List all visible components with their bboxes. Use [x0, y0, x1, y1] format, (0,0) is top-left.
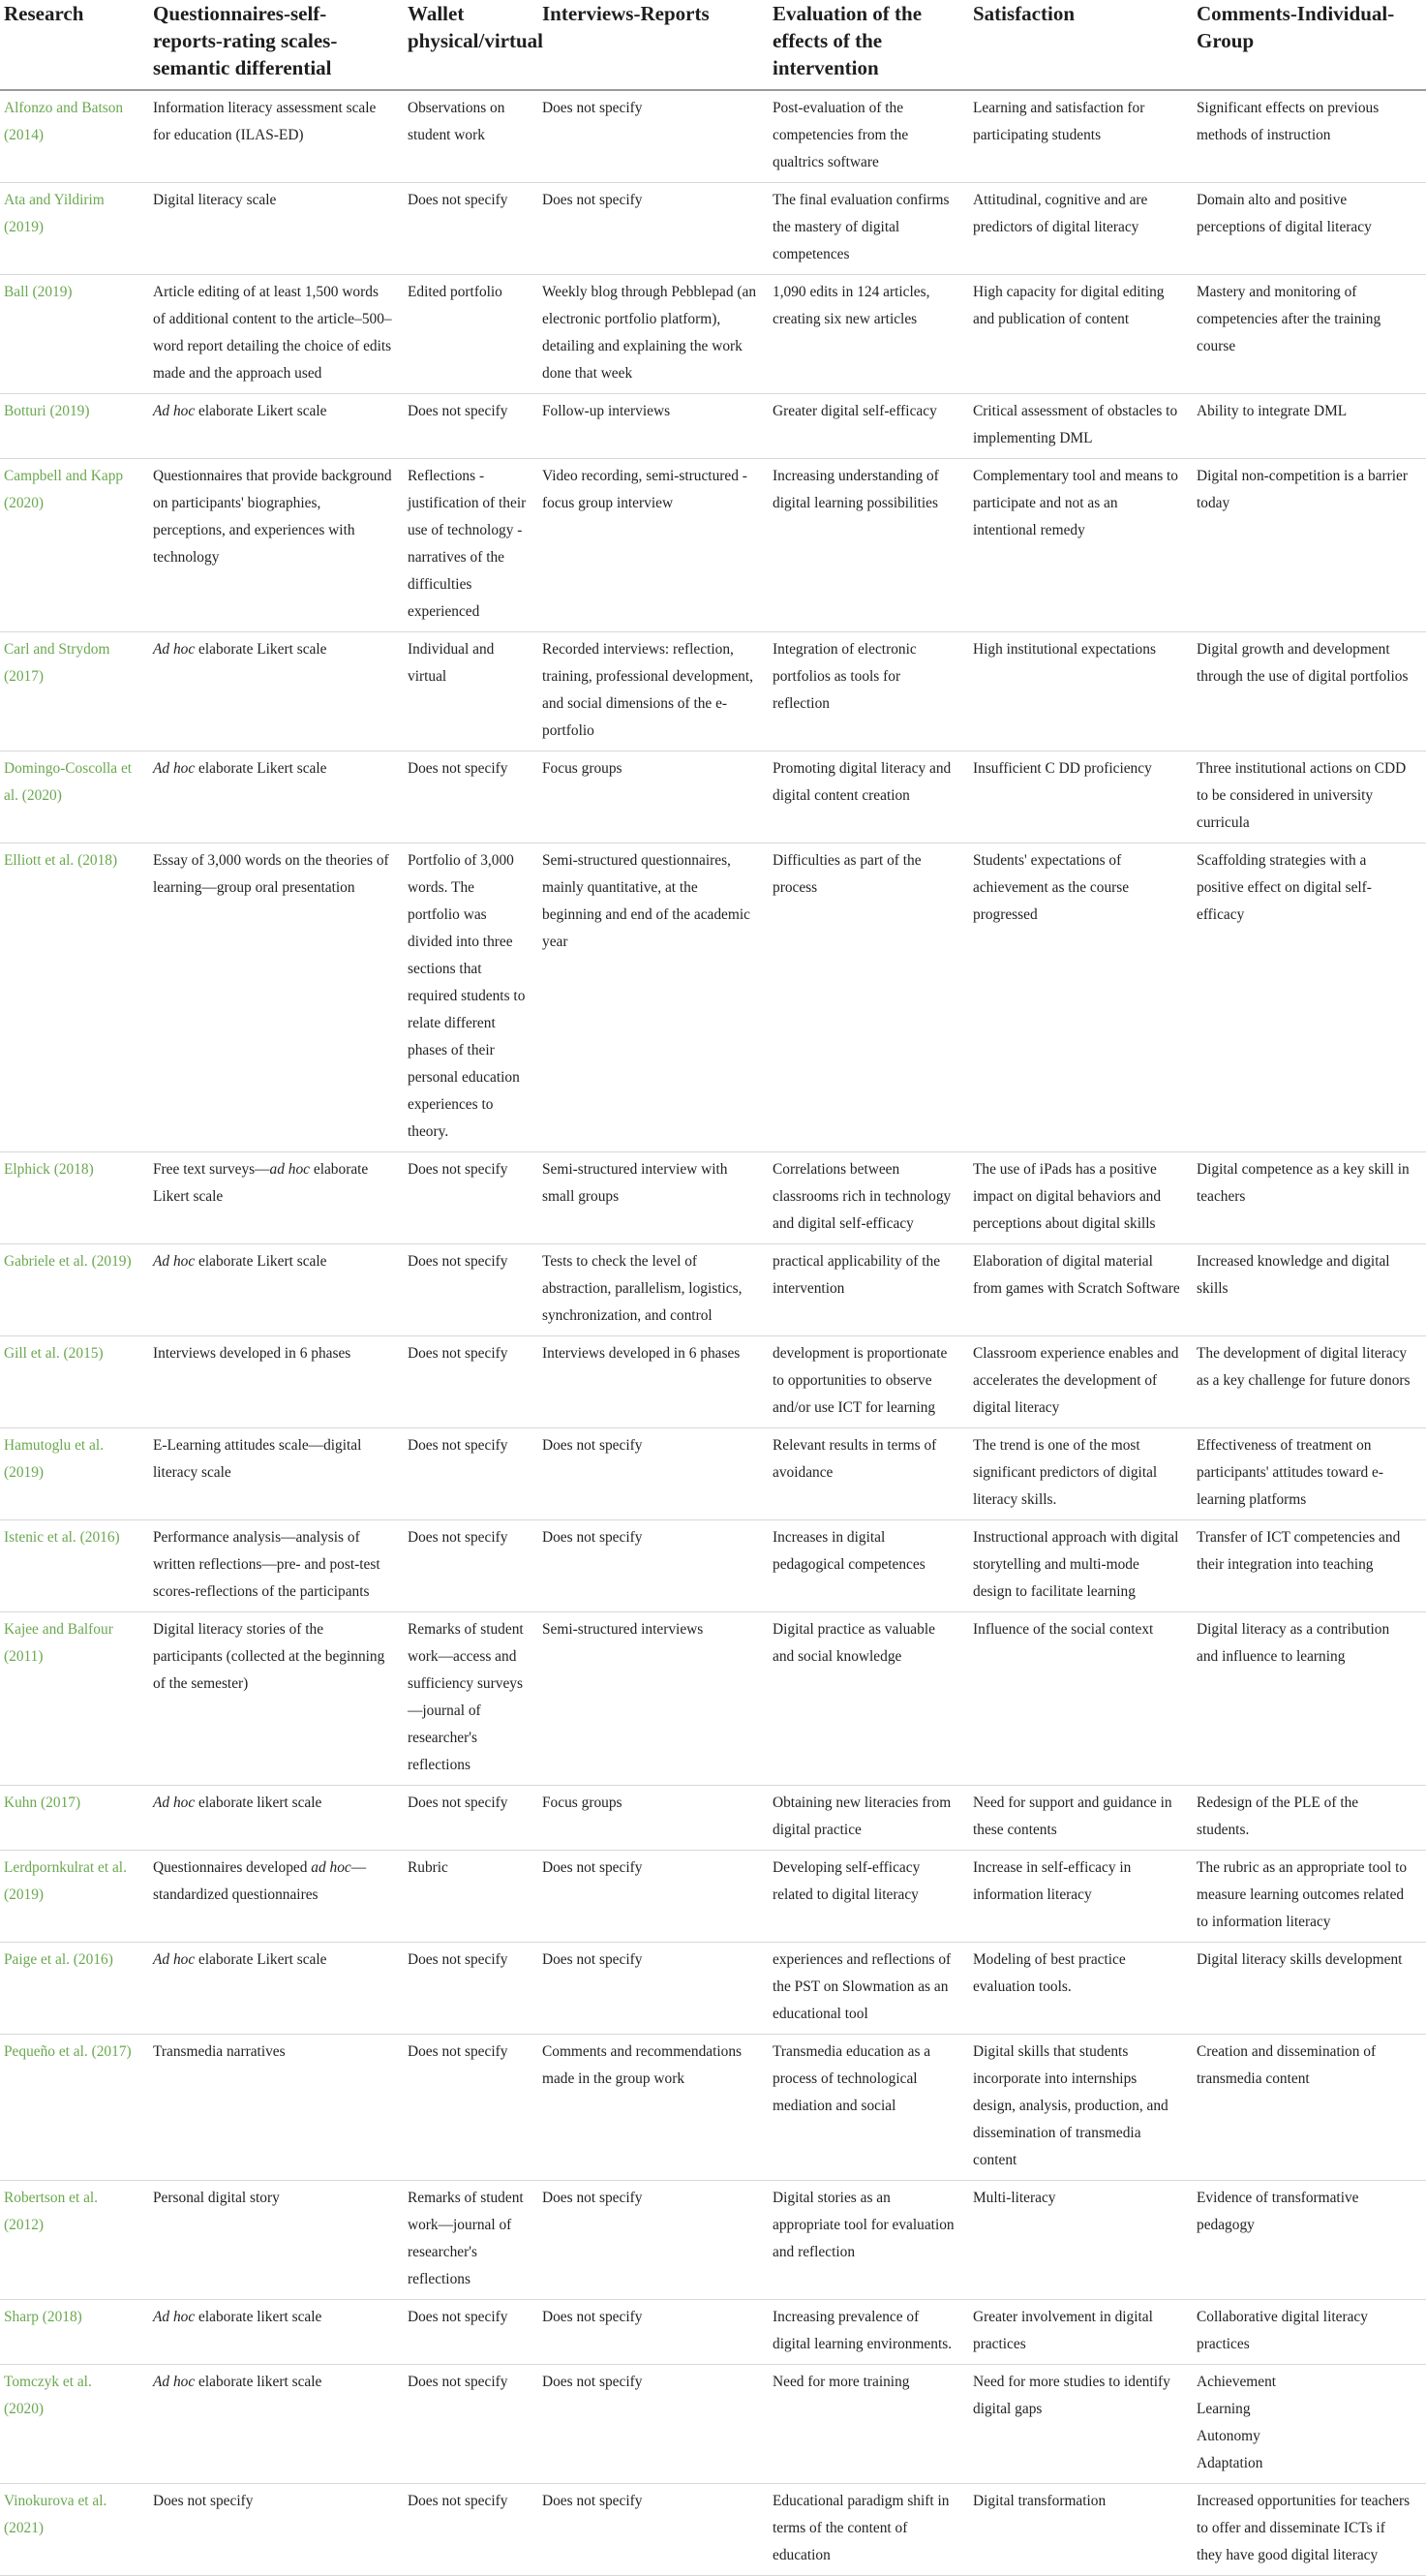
- table-row: [0, 1943, 1426, 2035]
- cell-comments: Scaffolding strategies with a positive effect on digital self-efficacy: [1193, 843, 1426, 1152]
- cell-comments: Increased knowledge and digital skills: [1193, 1244, 1426, 1336]
- questionnaire-text: elaborate Likert scale: [195, 1253, 327, 1270]
- cell-comments: Domain alto and positive perceptions of digital literacy: [1193, 183, 1426, 275]
- cell-comments: Transfer of ICT competencies and their integration into teaching: [1193, 1520, 1426, 1612]
- research-citation-link[interactable]: Robertson et al. (2012): [0, 2181, 149, 2300]
- cell-evaluation: Digital stories as an appropriate tool for evaluation and reflection: [769, 2181, 969, 2300]
- cell-satisfaction: Attitudinal, cognitive and are predictors of digital literacy: [969, 183, 1193, 275]
- cell-evaluation: Digital practice as valuable and social knowledge: [769, 1612, 969, 1786]
- cell-questionnaires: [149, 1943, 404, 2035]
- cell-evaluation: experiences and reflections of the PST on Slowmation as an educational tool: [769, 1943, 969, 2035]
- cell-interviews: Does not specify: [538, 2300, 769, 2365]
- questionnaire-text: Free text surveys—: [153, 1161, 270, 1178]
- cell-satisfaction: Multi-literacy: [969, 2181, 1193, 2300]
- cell-interviews: Focus groups: [538, 1786, 769, 1851]
- cell-wallet: Individual and virtual: [404, 632, 538, 751]
- cell-interviews: Does not specify: [538, 2181, 769, 2300]
- header-wallet: Wallet physical/virtual: [404, 0, 538, 90]
- cell-satisfaction: Learning and satisfaction for participating students: [969, 90, 1193, 183]
- table-row: [0, 459, 1426, 632]
- cell-satisfaction: Need for support and guidance in these contents: [969, 1786, 1193, 1851]
- cell-satisfaction: High capacity for digital editing and publication of content: [969, 275, 1193, 394]
- cell-wallet: Does not specify: [404, 2035, 538, 2181]
- table-row: [0, 1428, 1426, 1520]
- cell-comments: Evidence of transformative pedagogy: [1193, 2181, 1426, 2300]
- cell-evaluation: Increases in digital pedagogical competences: [769, 1520, 969, 1612]
- cell-questionnaires: [149, 2365, 404, 2484]
- cell-wallet: Does not specify: [404, 183, 538, 275]
- cell-questionnaires: Article editing of at least 1,500 words of additional content to the article–500–word report detailing the choice of edits made and the approach used: [149, 275, 404, 394]
- cell-comments: Digital growth and development through the use of digital portfolios: [1193, 632, 1426, 751]
- questionnaire-text: elaborate Likert scale: [195, 760, 327, 777]
- cell-evaluation: Difficulties as part of the process: [769, 843, 969, 1152]
- table-row: [0, 1336, 1426, 1428]
- cell-evaluation: Transmedia education as a process of technological mediation and social: [769, 2035, 969, 2181]
- cell-comments: Three institutional actions on CDD to be considered in university curricula: [1193, 751, 1426, 843]
- cell-interviews: Does not specify: [538, 90, 769, 183]
- table-row: [0, 394, 1426, 459]
- table-row: [0, 1244, 1426, 1336]
- cell-satisfaction: Modeling of best practice evaluation tools.: [969, 1943, 1193, 2035]
- cell-wallet: Does not specify: [404, 1336, 538, 1428]
- questionnaire-text: Questionnaires developed: [153, 1859, 312, 1876]
- cell-interviews: Does not specify: [538, 1428, 769, 1520]
- cell-interviews: Does not specify: [538, 1851, 769, 1943]
- research-citation-link[interactable]: Vinokurova et al. (2021): [0, 2484, 149, 2576]
- cell-interviews: Does not specify: [538, 1520, 769, 1612]
- table-row: [0, 1612, 1426, 1786]
- cell-wallet: Does not specify: [404, 394, 538, 459]
- questionnaire-italic-text: ad hoc: [269, 1161, 311, 1178]
- cell-evaluation: Promoting digital literacy and digital content creation: [769, 751, 969, 843]
- cell-evaluation: The final evaluation confirms the mastery of digital competences: [769, 183, 969, 275]
- cell-interviews: Recorded interviews: reflection, training, professional development, and social dimensions of the e-portfolio: [538, 632, 769, 751]
- research-citation-link[interactable]: Elliott et al. (2018): [0, 843, 149, 1152]
- research-citation-link[interactable]: Kajee and Balfour (2011): [0, 1612, 149, 1786]
- cell-satisfaction: Instructional approach with digital storytelling and multi-mode design to facilitate learning: [969, 1520, 1193, 1612]
- cell-satisfaction: High institutional expectations: [969, 632, 1193, 751]
- cell-interviews: Tests to check the level of abstraction, parallelism, logistics, synchronization, and control: [538, 1244, 769, 1336]
- cell-comments: Digital non-competition is a barrier today: [1193, 459, 1426, 632]
- header-interviews: Interviews-Reports: [538, 0, 769, 90]
- table-row: [0, 2484, 1426, 2576]
- cell-satisfaction: Insufficient C DD proficiency: [969, 751, 1193, 843]
- cell-questionnaires: Digital literacy stories of the participants (collected at the beginning of the semester): [149, 1612, 404, 1786]
- questionnaire-italic-text: ad hoc: [311, 1859, 351, 1876]
- research-citation-link[interactable]: Lerdpornkulrat et al. (2019): [0, 1851, 149, 1943]
- cell-satisfaction: Digital transformation: [969, 2484, 1193, 2576]
- cell-satisfaction: Increase in self-efficacy in information literacy: [969, 1851, 1193, 1943]
- cell-wallet: Portfolio of 3,000 words. The portfolio was divided into three sections that required students to relate different phases of their personal education experiences to theory.: [404, 843, 538, 1152]
- cell-satisfaction: The trend is one of the most significant predictors of digital literacy skills.: [969, 1428, 1193, 1520]
- cell-questionnaires: Digital literacy scale: [149, 183, 404, 275]
- cell-evaluation: Educational paradigm shift in terms of the content of education: [769, 2484, 969, 2576]
- cell-interviews: Semi-structured questionnaires, mainly quantitative, at the beginning and end of the academic year: [538, 843, 769, 1152]
- table-row: [0, 1520, 1426, 1612]
- research-citation-link[interactable]: Domingo-Coscolla et al. (2020): [0, 751, 149, 843]
- cell-wallet: Remarks of student work—access and sufficiency surveys—journal of researcher's reflections: [404, 1612, 538, 1786]
- cell-satisfaction: Critical assessment of obstacles to implementing DML: [969, 394, 1193, 459]
- questionnaire-text: elaborate likert scale: [195, 1794, 322, 1811]
- cell-wallet: Does not specify: [404, 1943, 538, 2035]
- cell-evaluation: Integration of electronic portfolios as tools for reflection: [769, 632, 969, 751]
- research-citation-link[interactable]: Istenic et al. (2016): [0, 1520, 149, 1612]
- questionnaire-italic-text: Ad hoc: [153, 760, 196, 777]
- cell-wallet: Does not specify: [404, 1244, 538, 1336]
- cell-satisfaction: Elaboration of digital material from games with Scratch Software: [969, 1244, 1193, 1336]
- cell-satisfaction: Complementary tool and means to participate and not as an intentional remedy: [969, 459, 1193, 632]
- cell-evaluation: Post-evaluation of the competencies from the qualtrics software: [769, 90, 969, 183]
- table-row: [0, 751, 1426, 843]
- cell-interviews: Semi-structured interviews: [538, 1612, 769, 1786]
- questionnaire-italic-text: Ad hoc: [153, 2309, 196, 2325]
- header-evaluation: Evaluation of the effects of the intervention: [769, 0, 969, 90]
- cell-interviews: Does not specify: [538, 183, 769, 275]
- research-citation-link[interactable]: Alfonzo and Batson (2014): [0, 90, 149, 183]
- cell-wallet: Does not specify: [404, 2365, 538, 2484]
- table-header: [0, 0, 1426, 90]
- questionnaire-italic-text: Ad hoc: [153, 1253, 196, 1270]
- cell-comments: Ability to integrate DML: [1193, 394, 1426, 459]
- questionnaire-italic-text: Ad hoc: [153, 403, 196, 419]
- cell-comments: The rubric as an appropriate tool to measure learning outcomes related to information literacy: [1193, 1851, 1426, 1943]
- table-row: [0, 183, 1426, 275]
- cell-wallet: Does not specify: [404, 2484, 538, 2576]
- cell-satisfaction: Digital skills that students incorporate into internships design, analysis, production, and dissemination of transmedia content: [969, 2035, 1193, 2181]
- questionnaire-text: elaborate Likert scale: [195, 1951, 327, 1968]
- table-row: [0, 1152, 1426, 1244]
- cell-wallet: Does not specify: [404, 1520, 538, 1612]
- cell-evaluation: practical applicability of the intervention: [769, 1244, 969, 1336]
- research-citation-link[interactable]: Hamutoglu et al. (2019): [0, 1428, 149, 1520]
- cell-wallet: Observations on student work: [404, 90, 538, 183]
- cell-wallet: Remarks of student work—journal of researcher's reflections: [404, 2181, 538, 2300]
- cell-comments: The development of digital literacy as a key challenge for future donors: [1193, 1336, 1426, 1428]
- cell-satisfaction: The use of iPads has a positive impact on digital behaviors and perceptions about digital skills: [969, 1152, 1193, 1244]
- cell-questionnaires: Does not specify: [149, 2484, 404, 2576]
- cell-satisfaction: Students' expectations of achievement as the course progressed: [969, 843, 1193, 1152]
- header-comments: Comments-Individual-Group: [1193, 0, 1426, 90]
- cell-comments: Creation and dissemination of transmedia content: [1193, 2035, 1426, 2181]
- cell-questionnaires: Interviews developed in 6 phases: [149, 1336, 404, 1428]
- questionnaire-italic-text: Ad hoc: [153, 1951, 196, 1968]
- cell-satisfaction: Greater involvement in digital practices: [969, 2300, 1193, 2365]
- cell-satisfaction: Influence of the social context: [969, 1612, 1193, 1786]
- header-research: Research: [0, 0, 149, 90]
- questionnaire-italic-text: Ad hoc: [153, 2374, 196, 2390]
- cell-evaluation: Correlations between classrooms rich in technology and digital self-efficacy: [769, 1152, 969, 1244]
- questionnaire-text: elaborate likert scale: [195, 2374, 322, 2390]
- cell-wallet: Does not specify: [404, 1152, 538, 1244]
- cell-wallet: Edited portfolio: [404, 275, 538, 394]
- research-citation-link[interactable]: Campbell and Kapp (2020): [0, 459, 149, 632]
- cell-questionnaires: [149, 2300, 404, 2365]
- cell-interviews: Weekly blog through Pebblepad (an electronic portfolio platform), detailing and explaining the work done that week: [538, 275, 769, 394]
- table-body: [0, 90, 1426, 2576]
- table-row: [0, 1786, 1426, 1851]
- cell-questionnaires: Essay of 3,000 words on the theories of learning—group oral presentation: [149, 843, 404, 1152]
- cell-questionnaires: [149, 1851, 404, 1943]
- cell-satisfaction: Need for more studies to identify digital gaps: [969, 2365, 1193, 2484]
- cell-wallet: Does not specify: [404, 751, 538, 843]
- questionnaire-text: elaborate Likert scale: [153, 1161, 369, 1205]
- cell-questionnaires: Transmedia narratives: [149, 2035, 404, 2181]
- cell-evaluation: Increasing understanding of digital learning possibilities: [769, 459, 969, 632]
- cell-questionnaires: Information literacy assessment scale for education (ILAS-ED): [149, 90, 404, 183]
- cell-comments: Digital competence as a key skill in teachers: [1193, 1152, 1426, 1244]
- table-row: [0, 90, 1426, 183]
- cell-evaluation: development is proportionate to opportunities to observe and/or use ICT for learning: [769, 1336, 969, 1428]
- research-citation-link[interactable]: Botturi (2019): [0, 394, 149, 459]
- cell-evaluation: Obtaining new literacies from digital practice: [769, 1786, 969, 1851]
- table-row: [0, 2181, 1426, 2300]
- cell-questionnaires: [149, 1244, 404, 1336]
- cell-comments: Mastery and monitoring of competencies after the training course: [1193, 275, 1426, 394]
- table-row: [0, 632, 1426, 751]
- cell-questionnaires: [149, 1786, 404, 1851]
- cell-evaluation: 1,090 edits in 124 articles, creating six new articles: [769, 275, 969, 394]
- cell-questionnaires: [149, 632, 404, 751]
- research-citation-link[interactable]: Gill et al. (2015): [0, 1336, 149, 1428]
- cell-wallet: Does not specify: [404, 1786, 538, 1851]
- cell-interviews: Interviews developed in 6 phases: [538, 1336, 769, 1428]
- cell-evaluation: Need for more training: [769, 2365, 969, 2484]
- cell-interviews: Semi-structured interview with small groups: [538, 1152, 769, 1244]
- header-row: [0, 0, 1426, 90]
- cell-interviews: Video recording, semi-structured - focus group interview: [538, 459, 769, 632]
- questionnaire-italic-text: Ad hoc: [153, 641, 196, 658]
- questionnaire-text: elaborate likert scale: [195, 2309, 322, 2325]
- cell-comments: Digital literacy as a contribution and influence to learning: [1193, 1612, 1426, 1786]
- cell-interviews: Comments and recommendations made in the group work: [538, 2035, 769, 2181]
- cell-wallet: Rubric: [404, 1851, 538, 1943]
- research-citation-link[interactable]: Pequeño et al. (2017): [0, 2035, 149, 2181]
- research-citation-link[interactable]: Ata and Yildirim (2019): [0, 183, 149, 275]
- cell-comments: Increased opportunities for teachers to offer and disseminate ICTs if they have good digital literacy: [1193, 2484, 1426, 2576]
- cell-evaluation: Relevant results in terms of avoidance: [769, 1428, 969, 1520]
- cell-evaluation: Developing self-efficacy related to digital literacy: [769, 1851, 969, 1943]
- cell-questionnaires: [149, 1152, 404, 1244]
- cell-comments: Achievement Learning Autonomy Adaptation: [1193, 2365, 1426, 2484]
- research-citation-link[interactable]: Kuhn (2017): [0, 1786, 149, 1851]
- cell-questionnaires: Questionnaires that provide background on participants' biographies, perceptions, and experiences with technology: [149, 459, 404, 632]
- cell-interviews: Does not specify: [538, 2484, 769, 2576]
- research-citation-link[interactable]: Gabriele et al. (2019): [0, 1244, 149, 1336]
- cell-comments: Redesign of the PLE of the students.: [1193, 1786, 1426, 1851]
- research-citation-link[interactable]: Paige et al. (2016): [0, 1943, 149, 2035]
- research-citation-link[interactable]: Tomczyk et al. (2020): [0, 2365, 149, 2484]
- research-citation-link[interactable]: Elphick (2018): [0, 1152, 149, 1244]
- cell-comments: Effectiveness of treatment on participants' attitudes toward e-learning platforms: [1193, 1428, 1426, 1520]
- cell-interviews: Focus groups: [538, 751, 769, 843]
- cell-questionnaires: E-Learning attitudes scale—digital literacy scale: [149, 1428, 404, 1520]
- cell-questionnaires: [149, 751, 404, 843]
- cell-wallet: Reflections - justification of their use of technology - narratives of the difficulties experienced: [404, 459, 538, 632]
- cell-wallet: Does not specify: [404, 2300, 538, 2365]
- questionnaire-text: elaborate Likert scale: [195, 641, 327, 658]
- cell-evaluation: Increasing prevalence of digital learning environments.: [769, 2300, 969, 2365]
- questionnaire-italic-text: Ad hoc: [153, 1794, 196, 1811]
- cell-questionnaires: [149, 394, 404, 459]
- table-row: [0, 2365, 1426, 2484]
- cell-interviews: Does not specify: [538, 2365, 769, 2484]
- table-row: [0, 1851, 1426, 1943]
- research-citation-link[interactable]: Ball (2019): [0, 275, 149, 394]
- research-citation-link[interactable]: Carl and Strydom (2017): [0, 632, 149, 751]
- header-questionnaires: Questionnaires-self-reports-rating scales-semantic differential: [149, 0, 404, 90]
- cell-interviews: Follow-up interviews: [538, 394, 769, 459]
- questionnaire-text: —standardized questionnaires: [153, 1859, 367, 1903]
- cell-questionnaires: Personal digital story: [149, 2181, 404, 2300]
- cell-comments: Collaborative digital literacy practices: [1193, 2300, 1426, 2365]
- table-row: [0, 843, 1426, 1152]
- cell-questionnaires: Performance analysis—analysis of written reflections—pre- and post-test scores-reflections of the participants: [149, 1520, 404, 1612]
- cell-comments: Significant effects on previous methods of instruction: [1193, 90, 1426, 183]
- table-row: [0, 2035, 1426, 2181]
- cell-evaluation: Greater digital self-efficacy: [769, 394, 969, 459]
- cell-interviews: Does not specify: [538, 1943, 769, 2035]
- table-row: [0, 2300, 1426, 2365]
- header-satisfaction: Satisfaction: [969, 0, 1193, 90]
- cell-comments: Digital literacy skills development: [1193, 1943, 1426, 2035]
- table-row: [0, 275, 1426, 394]
- cell-satisfaction: Classroom experience enables and accelerates the development of digital literacy: [969, 1336, 1193, 1428]
- questionnaire-text: elaborate Likert scale: [195, 403, 327, 419]
- research-citation-link[interactable]: Sharp (2018): [0, 2300, 149, 2365]
- cell-wallet: Does not specify: [404, 1428, 538, 1520]
